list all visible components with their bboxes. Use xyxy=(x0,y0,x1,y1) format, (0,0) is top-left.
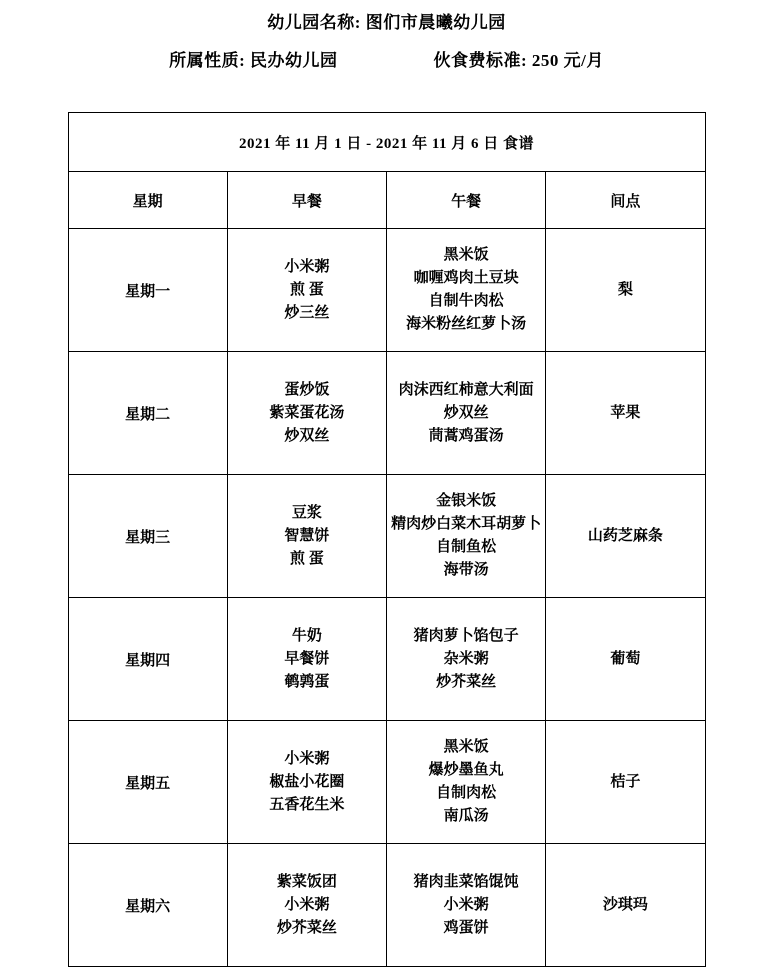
meal-line: 五香花生米 xyxy=(269,796,345,813)
lunch-cell xyxy=(387,475,546,598)
meal-line: 南瓜汤 xyxy=(443,808,489,824)
column-header-day: 星期 xyxy=(68,172,227,229)
meal-line: 小米粥 xyxy=(443,896,489,913)
meal-line: 炒双丝 xyxy=(443,404,489,421)
column-header-breakfast: 早餐 xyxy=(227,172,386,229)
nature-label: 所属性质: xyxy=(169,51,246,70)
breakfast-cell xyxy=(227,229,386,352)
snack-cell: 梨 xyxy=(546,229,705,352)
meal-line: 智慧饼 xyxy=(284,527,330,544)
meal-line: 炒三丝 xyxy=(284,304,330,321)
meal-line: 猪肉萝卜馅包子 xyxy=(413,627,519,644)
meal-line: 咖喱鸡肉土豆块 xyxy=(413,270,519,286)
day-label: 星期五 xyxy=(68,721,227,844)
meal-line: 黑米饭 xyxy=(443,247,489,263)
header-secondary-line xyxy=(0,46,773,76)
meal-line: 鸡蛋饼 xyxy=(443,919,489,936)
meal-line: 猪肉韭菜馅馄饨 xyxy=(413,873,519,890)
day-label: 星期三 xyxy=(68,475,227,598)
breakfast-cell xyxy=(227,598,386,721)
meal-line: 杂米粥 xyxy=(443,650,489,667)
meal-line: 早餐饼 xyxy=(284,650,330,667)
meal-line: 紫菜饭团 xyxy=(276,873,337,890)
meal-line: 海带汤 xyxy=(443,562,489,578)
nature-pair xyxy=(169,46,337,76)
snack-cell: 桔子 xyxy=(546,721,705,844)
breakfast-cell xyxy=(227,844,386,967)
menu-table-wrapper xyxy=(68,112,706,967)
table-row xyxy=(68,352,705,475)
lunch-cell xyxy=(387,229,546,352)
meal-line: 椒盐小花圈 xyxy=(269,773,345,790)
meal-line: 爆炒墨鱼丸 xyxy=(428,762,504,778)
meal-line: 蛋炒饭 xyxy=(284,381,330,398)
breakfast-cell xyxy=(227,721,386,844)
table-title-row xyxy=(68,113,705,172)
day-label: 星期一 xyxy=(68,229,227,352)
meal-line: 炒芥菜丝 xyxy=(276,919,337,936)
column-header-snack: 间点 xyxy=(546,172,705,229)
menu-table xyxy=(68,112,706,967)
kindergarten-name-label: 幼儿园名称: xyxy=(267,13,361,32)
fee-pair xyxy=(434,46,604,76)
meal-line: 小米粥 xyxy=(284,896,330,913)
meal-line: 黑米饭 xyxy=(443,739,489,755)
table-row xyxy=(68,229,705,352)
nature-value: 民办幼儿园 xyxy=(250,51,338,70)
meal-line: 炒双丝 xyxy=(284,427,330,444)
table-row xyxy=(68,475,705,598)
meal-line: 煎 蛋 xyxy=(289,281,324,298)
meal-line: 精肉炒白菜木耳胡萝卜 xyxy=(391,516,542,532)
table-title: 2021 年 11 月 1 日 - 2021 年 11 月 6 日 食谱 xyxy=(68,113,705,172)
meal-line: 自制肉松 xyxy=(436,785,497,801)
meal-line: 煎 蛋 xyxy=(289,550,324,567)
snack-cell: 葡萄 xyxy=(546,598,705,721)
meal-line: 豆浆 xyxy=(291,504,322,521)
breakfast-cell xyxy=(227,352,386,475)
fee-label: 伙食费标准: xyxy=(433,51,528,70)
day-label: 星期六 xyxy=(68,844,227,967)
lunch-cell xyxy=(387,598,546,721)
snack-cell: 苹果 xyxy=(546,352,705,475)
day-label: 星期二 xyxy=(68,352,227,475)
snack-cell: 沙琪玛 xyxy=(546,844,705,967)
meal-line: 小米粥 xyxy=(284,750,330,767)
lunch-cell xyxy=(387,844,546,967)
table-row xyxy=(68,721,705,844)
snack-cell: 山药芝麻条 xyxy=(546,475,705,598)
lunch-cell xyxy=(387,352,546,475)
column-header-lunch: 午餐 xyxy=(387,172,546,229)
meal-line: 金银米饭 xyxy=(436,493,497,509)
table-header-row xyxy=(68,172,705,229)
meal-line: 小米粥 xyxy=(284,258,330,275)
meal-line: 鹌鹑蛋 xyxy=(284,673,330,690)
table-row xyxy=(68,844,705,967)
meal-line: 自制牛肉松 xyxy=(428,293,504,309)
meal-line: 海米粉丝红萝卜汤 xyxy=(406,316,527,332)
meal-line: 肉沫西红柿意大利面 xyxy=(398,381,534,398)
meal-line: 紫菜蛋花汤 xyxy=(269,404,345,421)
table-row xyxy=(68,598,705,721)
day-label: 星期四 xyxy=(68,598,227,721)
document-header xyxy=(0,0,773,76)
fee-value: 250 元/月 xyxy=(531,51,604,70)
breakfast-cell xyxy=(227,475,386,598)
meal-line: 牛奶 xyxy=(291,627,322,644)
meal-line: 茼蒿鸡蛋汤 xyxy=(428,427,504,444)
lunch-cell xyxy=(387,721,546,844)
meal-line: 自制鱼松 xyxy=(436,539,497,555)
kindergarten-name-line xyxy=(0,8,773,38)
kindergarten-name-value: 图们市晨曦幼儿园 xyxy=(365,13,506,32)
meal-line: 炒芥菜丝 xyxy=(436,673,497,690)
